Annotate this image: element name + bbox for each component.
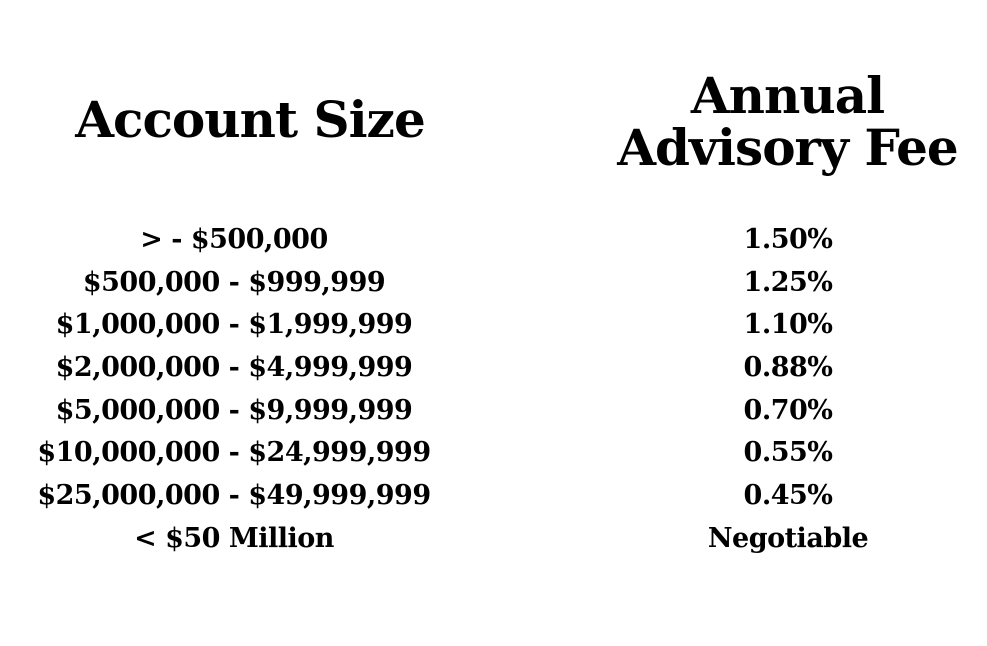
table-row [0, 307, 987, 350]
advisory-fee-cell: 0.70% [743, 394, 833, 426]
account-size-cell: $25,000,000 - $49,999,999 [37, 480, 431, 512]
fee-rows [0, 222, 987, 564]
table-row [0, 222, 987, 265]
table-row [0, 435, 987, 478]
account-size-cell: > - $500,000 [140, 224, 328, 255]
account-size-cell: $500,000 - $999,999 [82, 266, 386, 298]
table-row [0, 350, 987, 393]
table-row [0, 393, 987, 436]
advisory-fee-cell: 0.45% [743, 480, 833, 512]
account-size-cell: < $50 Million [134, 522, 334, 554]
account-size-cell: $1,000,000 - $1,999,999 [55, 309, 413, 341]
account-size-header-text: Account Size [75, 90, 425, 149]
account-size-header [40, 90, 460, 149]
account-size-cell: $10,000,000 - $24,999,999 [37, 437, 431, 469]
annual-advisory-fee-header [580, 66, 987, 177]
table-row [0, 521, 987, 564]
account-size-cell: $2,000,000 - $4,999,999 [55, 352, 413, 384]
table-row [0, 478, 987, 521]
advisory-fee-cell: 1.50% [743, 224, 833, 255]
advisory-fee-cell: 0.88% [743, 352, 833, 384]
fee-header-line-1: Annual [690, 66, 885, 125]
advisory-fee-cell: 0.55% [743, 437, 833, 469]
account-size-cell: $5,000,000 - $9,999,999 [55, 394, 413, 426]
advisory-fee-cell: 1.10% [743, 309, 833, 341]
advisory-fee-cell: 1.25% [743, 266, 833, 298]
table-row [0, 265, 987, 308]
fee-header-line-2: Advisory Fee [617, 117, 958, 177]
advisory-fee-cell: Negotiable [707, 522, 869, 554]
